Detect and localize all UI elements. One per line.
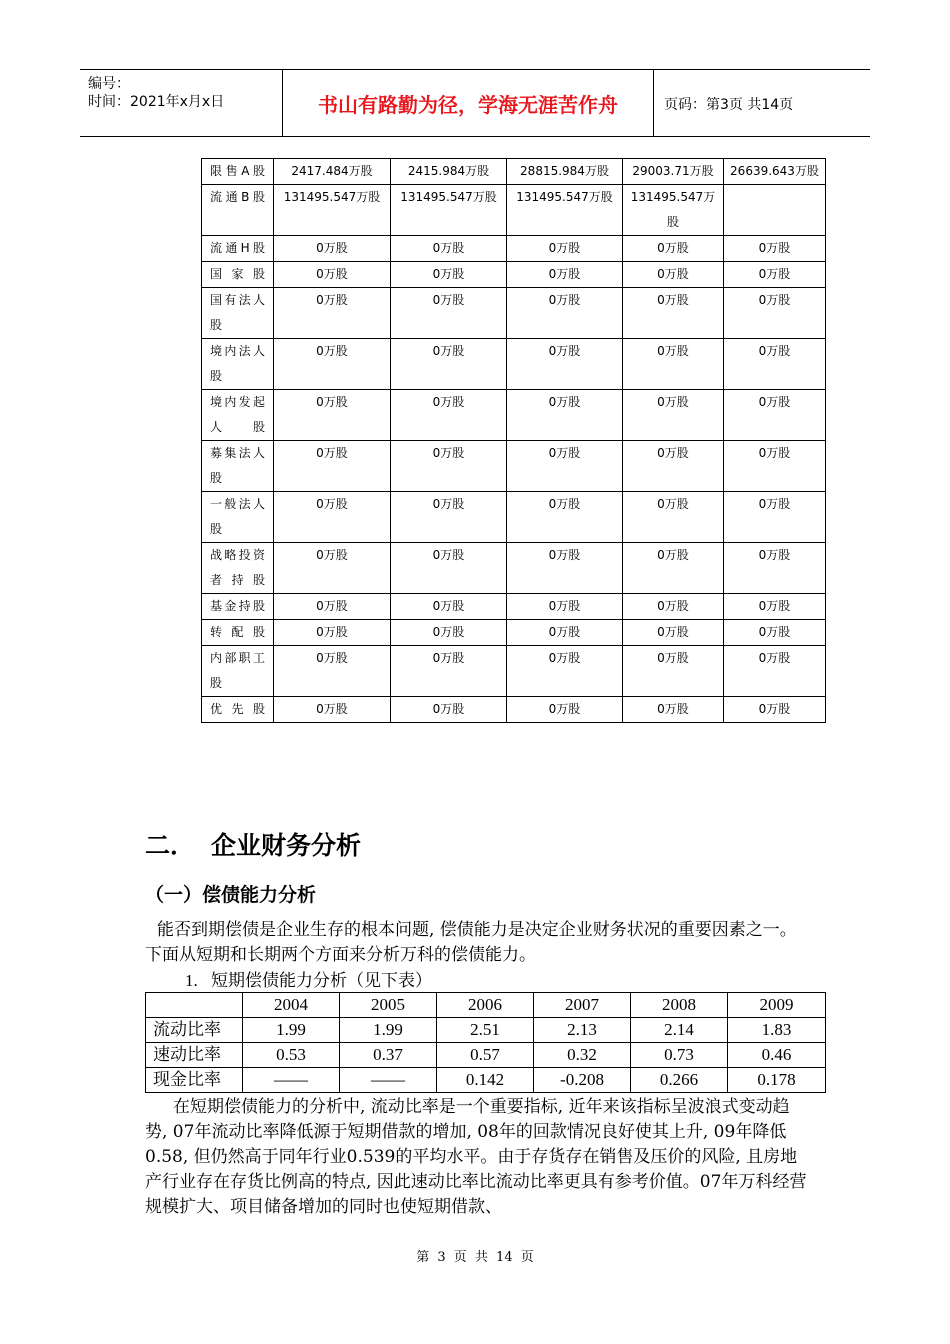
- table-cell: 1.83: [728, 1018, 826, 1043]
- row-label: 募集法人股: [202, 441, 274, 492]
- table-cell: 0万股: [724, 697, 826, 723]
- table-cell: 0万股: [274, 620, 391, 646]
- table-cell: 0万股: [623, 646, 724, 697]
- liquidity-ratio-table: [145, 992, 826, 1093]
- table-cell: 0万股: [623, 339, 724, 390]
- year-header: 2009: [728, 993, 826, 1018]
- row-label: 境内法人股: [202, 339, 274, 390]
- section-title: 企业财务分析: [211, 831, 362, 860]
- table-cell: 0万股: [391, 697, 507, 723]
- table-cell: 26639.643万股: [724, 159, 826, 185]
- table-cell: 0万股: [623, 262, 724, 288]
- table-cell: 2415.984万股: [391, 159, 507, 185]
- table-cell: 0万股: [623, 492, 724, 543]
- table-cell: 0万股: [274, 492, 391, 543]
- table-cell: ——: [243, 1068, 340, 1093]
- table-cell: 0万股: [623, 620, 724, 646]
- table-cell: 0万股: [274, 236, 391, 262]
- year-header: 2005: [340, 993, 437, 1018]
- row-label: 限售A股: [202, 159, 274, 185]
- list-item-heading: [185, 966, 432, 991]
- table-cell: 0万股: [507, 262, 623, 288]
- table-cell: 0万股: [724, 236, 826, 262]
- table-cell: 0万股: [724, 262, 826, 288]
- table-cell: 0.37: [340, 1043, 437, 1068]
- table-cell: 29003.71万股: [623, 159, 724, 185]
- section-heading: [145, 826, 361, 862]
- table-cell: 0万股: [274, 441, 391, 492]
- table-cell: 0万股: [623, 594, 724, 620]
- table-header-row: [146, 993, 826, 1018]
- table-cell: 0万股: [507, 594, 623, 620]
- table-cell: 0万股: [391, 390, 507, 441]
- table-cell: 0万股: [507, 646, 623, 697]
- table-cell: 0万股: [391, 339, 507, 390]
- table-cell: 0.142: [437, 1068, 534, 1093]
- table-cell: 0万股: [391, 543, 507, 594]
- table-cell: 0万股: [274, 543, 391, 594]
- row-label: 流通H股: [202, 236, 274, 262]
- table-cell: 0.53: [243, 1043, 340, 1068]
- table-cell: ——: [340, 1068, 437, 1093]
- page-header: [80, 69, 870, 137]
- table-cell: 0万股: [724, 492, 826, 543]
- table-cell: 0万股: [274, 594, 391, 620]
- header-motto: 书山有路勤为径，学海无涯苦作舟: [283, 70, 654, 136]
- table-cell: 0万股: [623, 236, 724, 262]
- table-cell: 0万股: [391, 441, 507, 492]
- table-cell: [724, 185, 826, 236]
- row-label: 速动比率: [146, 1043, 243, 1068]
- table-cell: 0.73: [631, 1043, 728, 1068]
- table-cell: 0万股: [391, 646, 507, 697]
- table-cell: 0万股: [391, 262, 507, 288]
- table-cell: 0.32: [534, 1043, 631, 1068]
- row-label: 境内发起人股: [202, 390, 274, 441]
- table-cell: 0.46: [728, 1043, 826, 1068]
- table-cell: 0万股: [507, 288, 623, 339]
- table-cell: 0万股: [274, 390, 391, 441]
- year-header: 2006: [437, 993, 534, 1018]
- table-cell: 0万股: [724, 441, 826, 492]
- table-cell: 0万股: [391, 288, 507, 339]
- table-row: [202, 159, 826, 185]
- table-row: [146, 1068, 826, 1093]
- row-label: 转配股: [202, 620, 274, 646]
- table-row: [146, 1018, 826, 1043]
- table-row: [202, 646, 826, 697]
- table-cell: 0万股: [274, 339, 391, 390]
- table-row: [202, 390, 826, 441]
- table-row: [202, 697, 826, 723]
- table-cell: 0万股: [507, 543, 623, 594]
- table-row: [202, 236, 826, 262]
- table-cell: 0.266: [631, 1068, 728, 1093]
- table-cell: 0万股: [507, 390, 623, 441]
- row-label: 国有法人股: [202, 288, 274, 339]
- table-cell: 0万股: [274, 646, 391, 697]
- table-cell: 0万股: [623, 441, 724, 492]
- table-cell: 0万股: [274, 288, 391, 339]
- table-cell: 0万股: [623, 697, 724, 723]
- table-cell: 131495.547万股: [623, 185, 724, 236]
- table-cell: 2.13: [534, 1018, 631, 1043]
- header-meta: [80, 70, 283, 136]
- row-label: 国家股: [202, 262, 274, 288]
- table-cell: 0万股: [724, 620, 826, 646]
- row-label: 战略投资者持股: [202, 543, 274, 594]
- share-structure-table: [201, 158, 826, 723]
- table-cell: 0万股: [724, 594, 826, 620]
- section-number: 二．: [145, 831, 196, 860]
- table-cell: 0万股: [724, 543, 826, 594]
- table-row: [202, 185, 826, 236]
- year-header: 2008: [631, 993, 728, 1018]
- intro-paragraph: 能否到期偿债是企业生存的根本问题, 偿债能力是决定企业财务状况的重要因素之一。下面从短期和长期两个方面来分析万科的偿债能力。: [145, 920, 797, 965]
- table-cell: -0.208: [534, 1068, 631, 1093]
- table-row: [202, 594, 826, 620]
- table-cell: 2417.484万股: [274, 159, 391, 185]
- table-cell: 131495.547万股: [391, 185, 507, 236]
- table-cell: 0万股: [724, 288, 826, 339]
- row-label: 流通B股: [202, 185, 274, 236]
- header-corner-cell: [146, 993, 243, 1018]
- table-cell: 0万股: [623, 543, 724, 594]
- table-row: [202, 441, 826, 492]
- table-cell: 0万股: [507, 697, 623, 723]
- table-cell: 0万股: [507, 620, 623, 646]
- row-label: 一般法人股: [202, 492, 274, 543]
- table-row: [202, 262, 826, 288]
- table-cell: 131495.547万股: [274, 185, 391, 236]
- document-time-label: 时间：2021年x月x日: [88, 94, 225, 110]
- table-cell: 1.99: [340, 1018, 437, 1043]
- table-cell: 1.99: [243, 1018, 340, 1043]
- table-cell: 0万股: [724, 390, 826, 441]
- table-cell: 131495.547万股: [507, 185, 623, 236]
- table-row: [202, 288, 826, 339]
- year-header: 2007: [534, 993, 631, 1018]
- header-page-info: 页码：第3页 共14页: [664, 97, 794, 113]
- page-footer: 第 3 页 共 14 页: [416, 1250, 534, 1265]
- table-cell: 0.57: [437, 1043, 534, 1068]
- table-cell: 2.51: [437, 1018, 534, 1043]
- list-item-number: 1.: [185, 971, 198, 990]
- table-cell: 0万股: [507, 236, 623, 262]
- year-header: 2004: [243, 993, 340, 1018]
- table-cell: 0万股: [507, 492, 623, 543]
- table-row: [146, 1043, 826, 1068]
- row-label: 优先股: [202, 697, 274, 723]
- document-number-label: 编号：: [88, 76, 130, 92]
- table-cell: 0万股: [507, 339, 623, 390]
- table-cell: 0万股: [391, 236, 507, 262]
- list-item-text: 短期偿债能力分析（见下表）: [211, 971, 432, 991]
- table-row: [202, 543, 826, 594]
- row-label: 内部职工股: [202, 646, 274, 697]
- table-cell: 0.178: [728, 1068, 826, 1093]
- table-cell: 0万股: [391, 492, 507, 543]
- table-cell: 0万股: [623, 288, 724, 339]
- analysis-paragraph: 在短期偿债能力的分析中, 流动比率是一个重要指标, 近年来该指标呈波浪式变动趋势, 07年流动比率降低源于短期借款的增加, 08年的回款情况良好使其上升, 09年降低0.58, 但仍然高于同年行业0.539的平均水平。由于存货存在销售及压价的风险, 且房地产行业存在存货比例高的特点, 因此速动比率比流动比率更具有参考价值。07年万科经营规模扩大、项目储备增加的同时也使短期借款、: [145, 1097, 807, 1217]
- table-cell: 0万股: [623, 390, 724, 441]
- table-cell: 2.14: [631, 1018, 728, 1043]
- row-label: 现金比率: [146, 1068, 243, 1093]
- subsection-heading: （一）偿债能力分析: [145, 884, 317, 906]
- table-cell: 0万股: [391, 620, 507, 646]
- table-cell: 0万股: [507, 441, 623, 492]
- table-cell: 0万股: [391, 594, 507, 620]
- row-label: 流动比率: [146, 1018, 243, 1043]
- table-cell: 0万股: [724, 339, 826, 390]
- table-cell: 0万股: [274, 697, 391, 723]
- table-row: [202, 339, 826, 390]
- table-row: [202, 620, 826, 646]
- table-cell: 28815.984万股: [507, 159, 623, 185]
- table-cell: 0万股: [274, 262, 391, 288]
- table-row: [202, 492, 826, 543]
- table-cell: 0万股: [724, 646, 826, 697]
- row-label: 基金持股: [202, 594, 274, 620]
